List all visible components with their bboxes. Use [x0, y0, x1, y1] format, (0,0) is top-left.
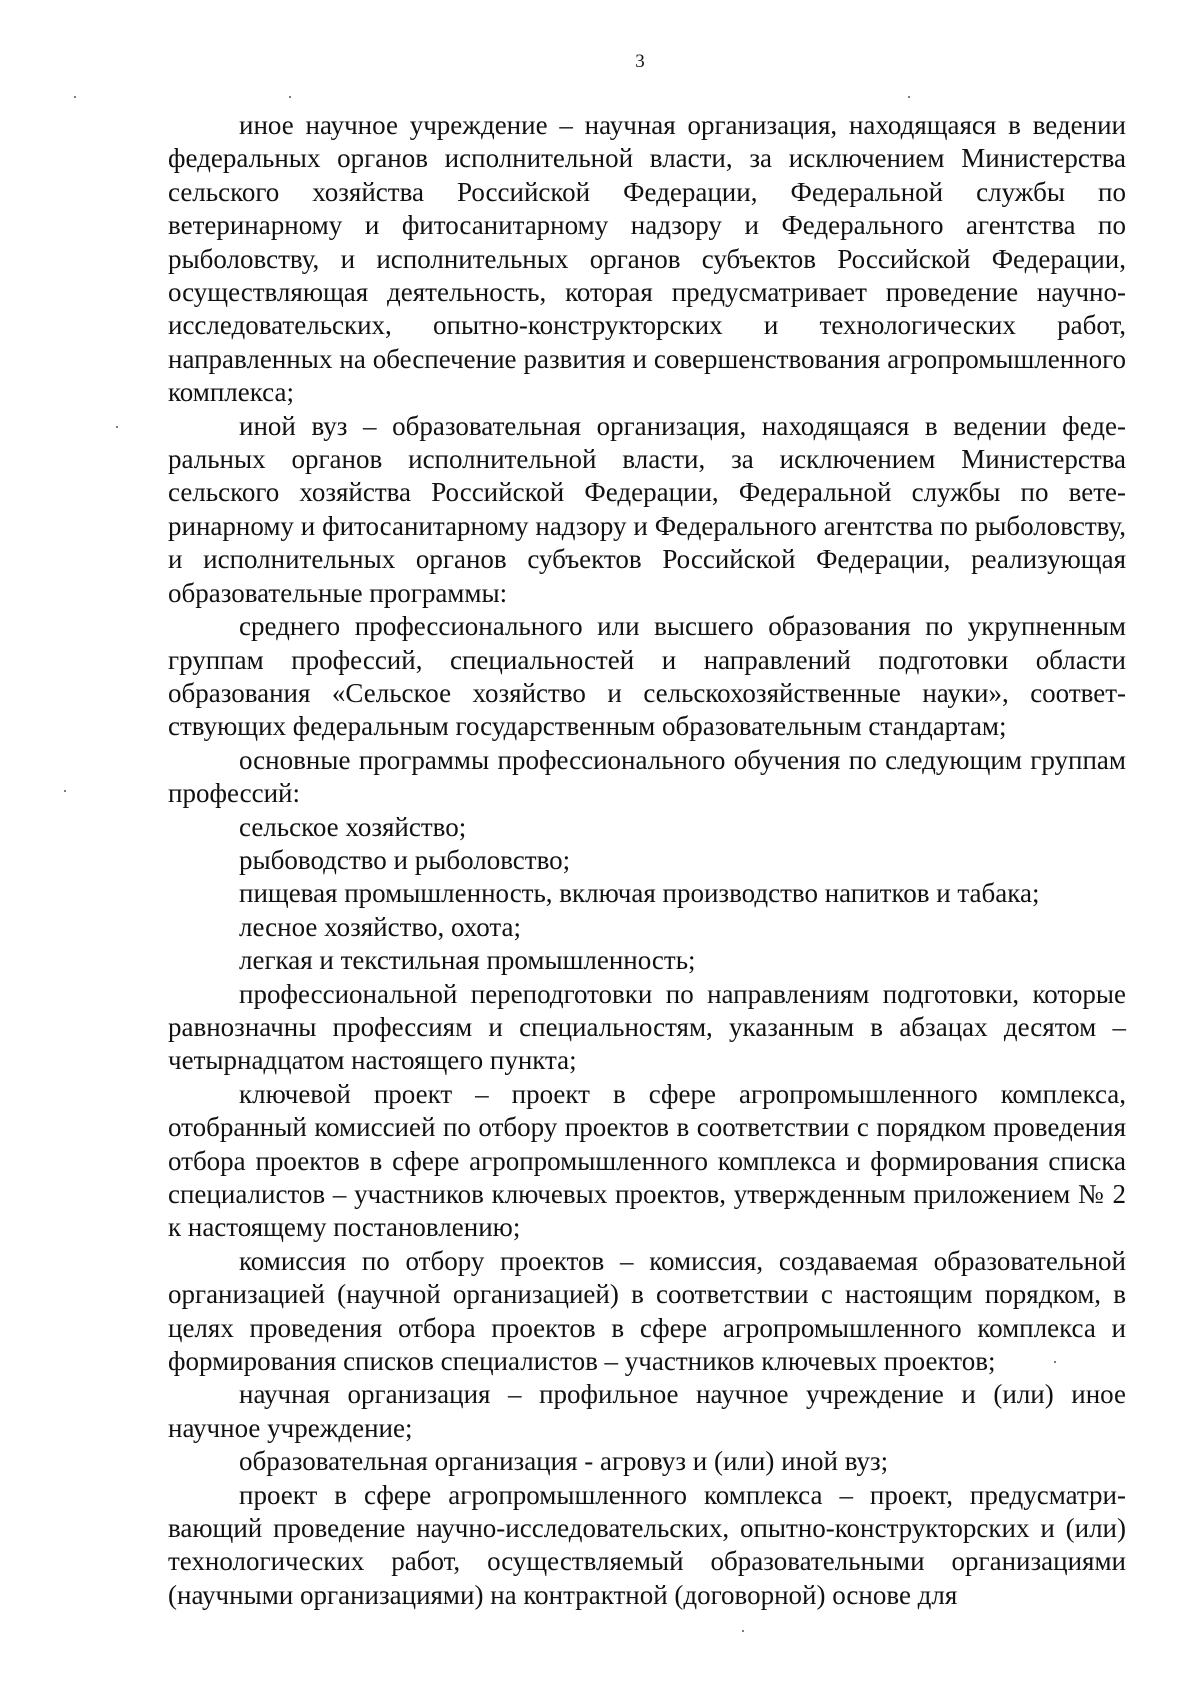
- paragraph-educational-organization: образовательная организация - агровуз и (или) иной вуз;: [239, 1446, 889, 1477]
- scan-speck: [116, 426, 118, 428]
- scan-speck: [74, 96, 76, 98]
- scan-speck: [289, 96, 291, 98]
- paragraph-agro-project: проект в сфере агропромышленного комплекса – проект, предусматривающий проведение научно-исследовательских, опытно-конструкторских и (или) технологических работ, осуществляемый образовательными организациями (научными организациями) на контрактной (договорной) основе для: [168, 1479, 1126, 1610]
- page-number: 3: [635, 51, 645, 72]
- paragraph-secondary-higher-education: среднего профессионального или высшего образования по укрупненным группам профессий, специальностей и направлений подготовки области образования «Сельское хозяйство и сельскохозяйственные науки», соответствующих федеральным государственным образовательным стандартам;: [168, 611, 1126, 742]
- list-item-fish-farming: рыбоводство и рыболовство;: [239, 844, 571, 875]
- paragraph-other-scientific-institution: иное научное учреждение – научная организация, находящаяся в ведении федеральных органов исполнительной власти, за исключением Министерства сельского хозяйства Российской Федерации, Федеральной службы по ветеринарному и фитосанитарному надзору и Федерального агентства по рыболовству, и исполнительных органов субъектов Российской Федерации, осуществляющая деятельность, которая предусматривает проведение научно-исследовательских, опытно-конструкторских и технологических работ, направленных на обеспечение развития и совершенствования агропромышленного комплекса;: [168, 110, 1126, 408]
- paragraph-selection-commission: комиссия по отбору проектов – комиссия, создаваемая образовательной организацией (научной организацией) в соответствии с настоящим порядком, в целях проведения отбора проектов в сфере агропромышленного комплекса и формирования списков специалистов – участников ключевых проектов;: [168, 1245, 1126, 1377]
- paragraph-vocational-training: основные программы профессионального обучения по следующим группам профессий:: [168, 744, 1126, 809]
- scan-speck: [64, 790, 66, 792]
- paragraph-scientific-organization: научная организация – профильное научное учреждение и (или) иное научное учреждение;: [168, 1379, 1126, 1443]
- list-item-agriculture: сельское хозяйство;: [239, 811, 467, 842]
- document-body: [168, 109, 1126, 1612]
- paragraph-professional-retraining: профессиональной переподготовки по направлениям подготовки, которые равнозначны профессиям и специальностям, указанным в абзацах десятом – четырнадцатом настоящего пункта;: [168, 978, 1126, 1076]
- scan-speck: [742, 1630, 744, 1632]
- list-item-food-industry: пищевая промышленность, включая производство напитков и табака;: [239, 878, 1040, 909]
- paragraph-other-university: иной вуз – образовательная организация, находящаяся в ведении федеральных органов исполнительной власти, за исключением Министерства сельского хозяйства Российской Федерации, Федеральной службы по ветеринарному и фитосанитарному надзору и Федерального агентства по рыболовству, и исполнительных органов субъектов Российской Федерации, реализующая образовательные программы:: [168, 410, 1126, 608]
- scan-speck: [908, 96, 910, 98]
- list-item-forestry: лесное хозяйство, охота;: [239, 911, 522, 942]
- paragraph-key-project: ключевой проект – проект в сфере агропромышленного комплекса, отобранный комиссией по отбору проектов в соответствии с порядком проведения отбора проектов в сфере агропромышленного комплекса и формирования списка специалистов – участников ключевых проектов, утвержденным приложением № 2 к настоящему постановлению;: [168, 1078, 1126, 1243]
- list-item-light-industry: легкая и текстильная промышленность;: [239, 945, 696, 976]
- scan-speck: [1054, 1361, 1056, 1363]
